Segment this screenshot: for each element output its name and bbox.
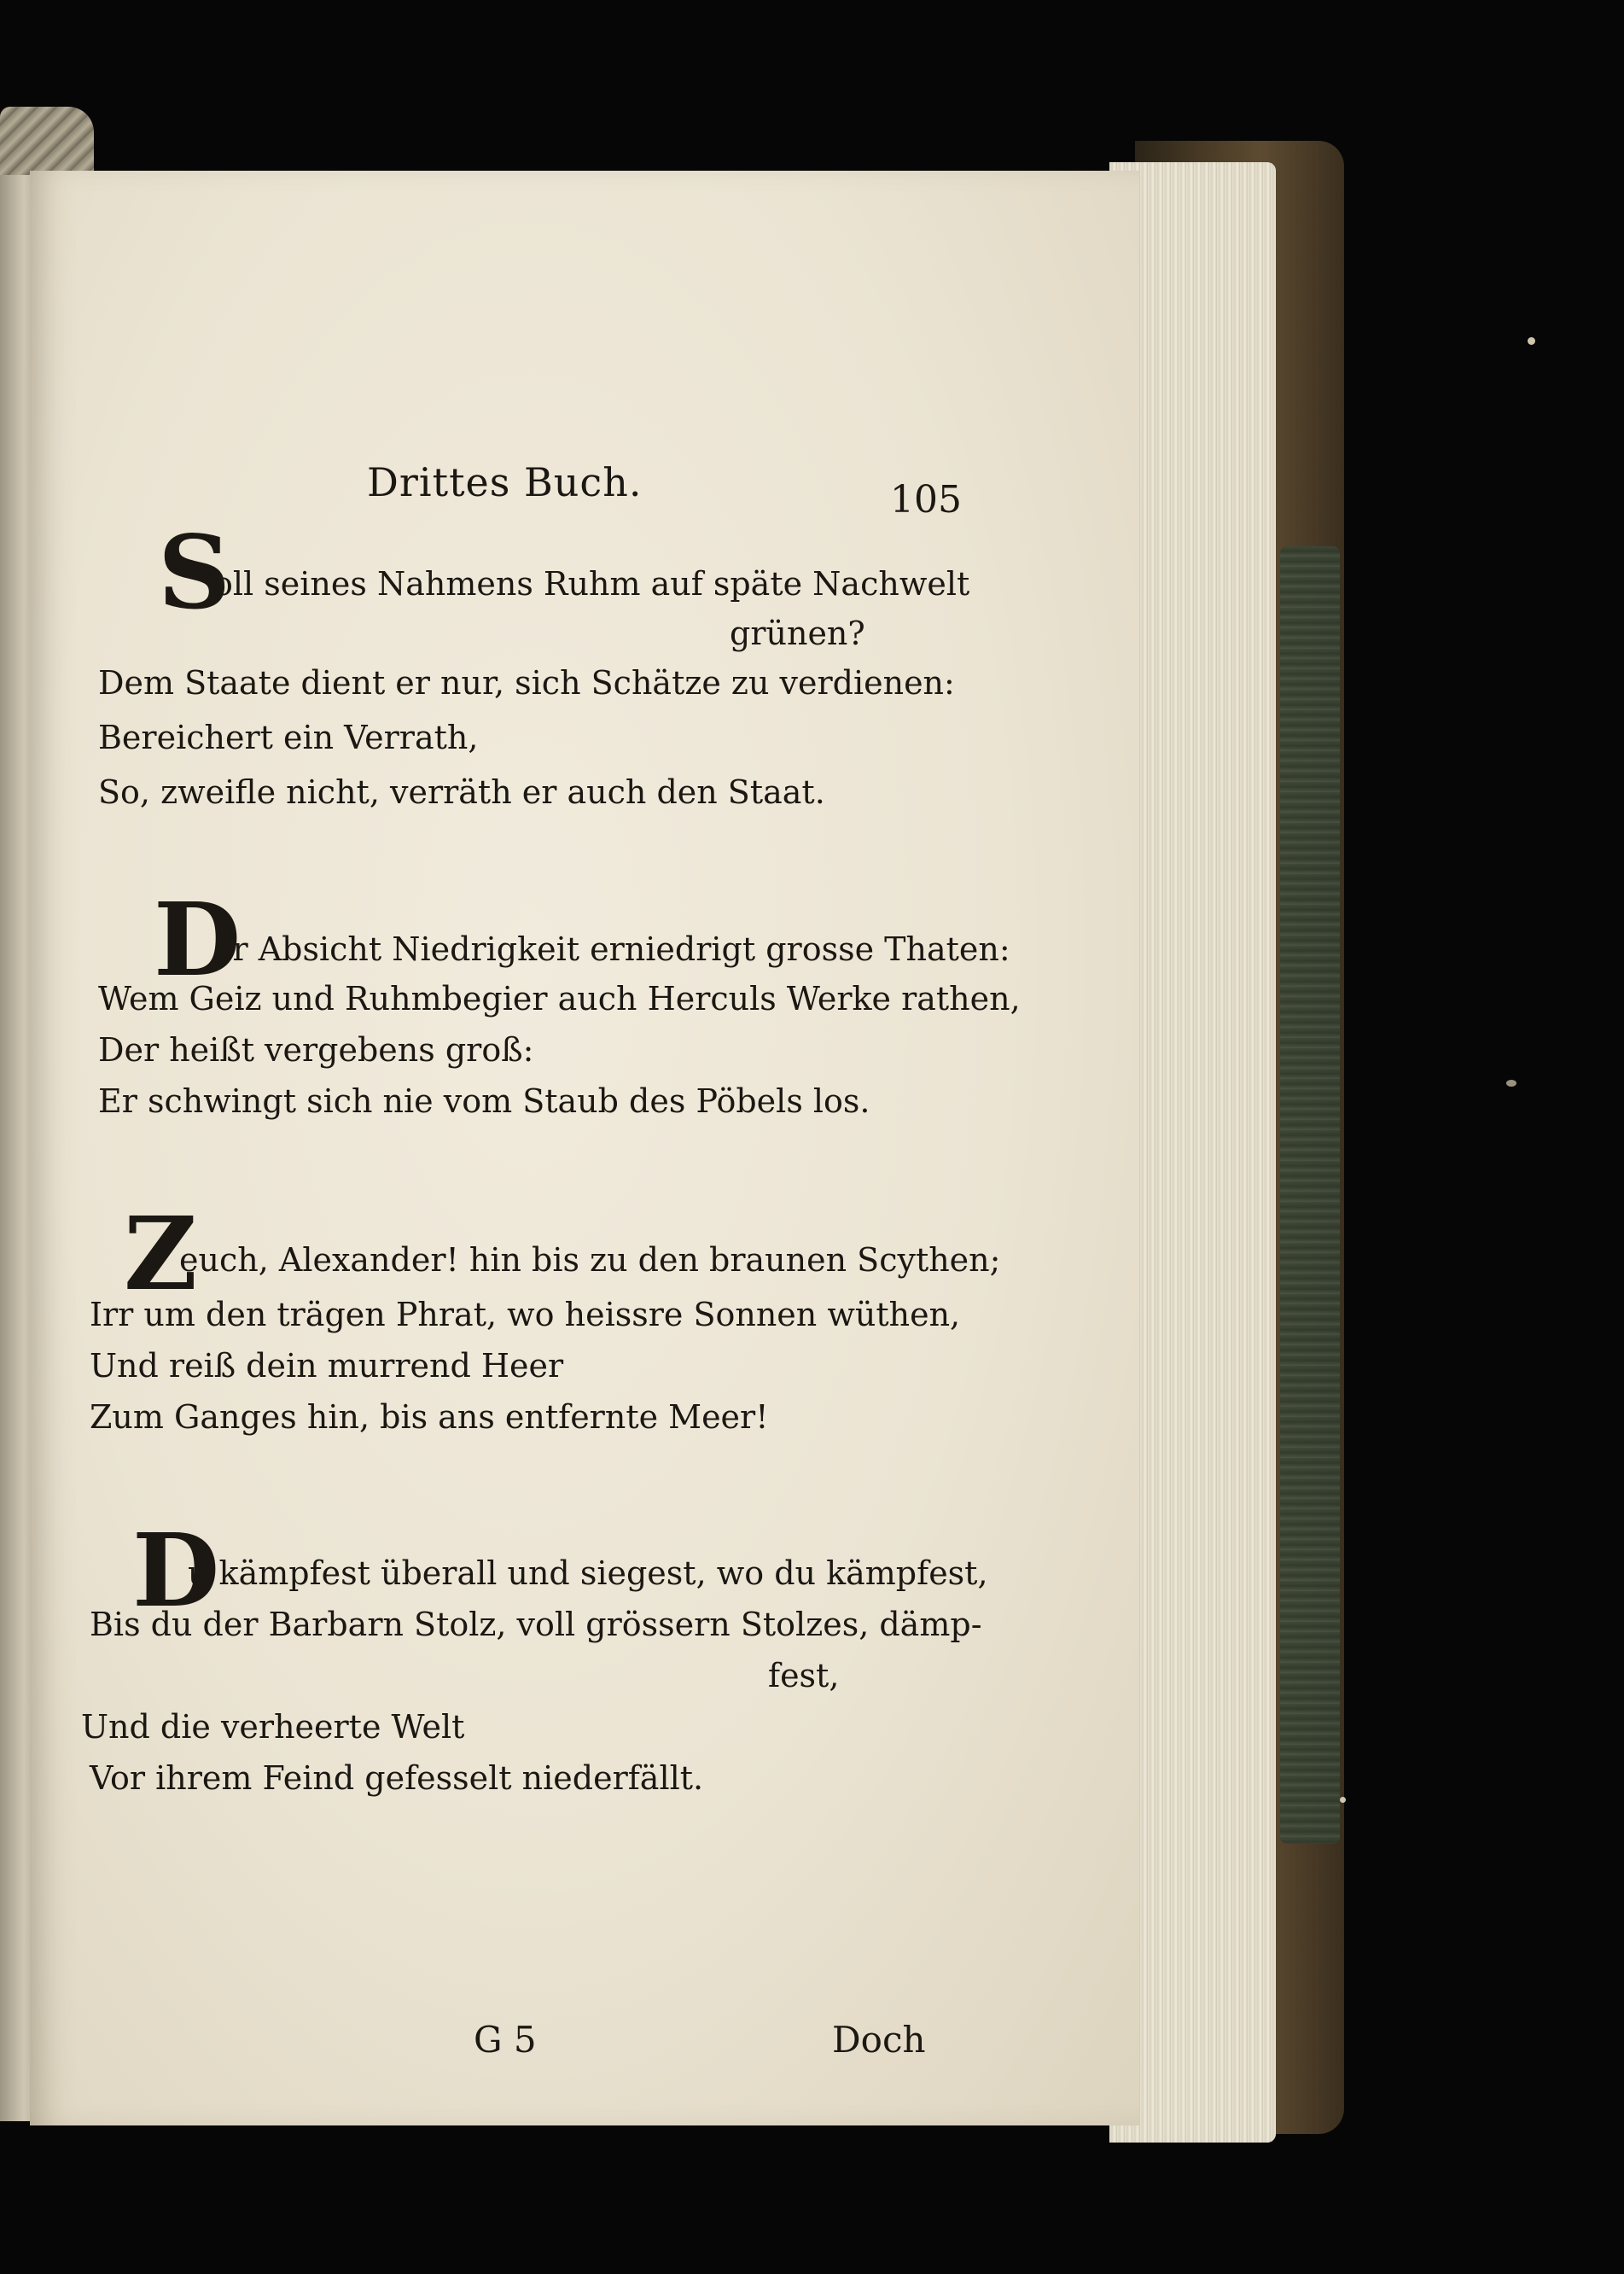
book-page [30,171,1139,2125]
poem-line: Bis du der Barbarn Stolz, voll grössern Stolzes, dämp- [90,1606,982,1643]
poem-line: Zum Ganges hin, bis ans entfernte Meer! [90,1398,769,1436]
facing-page-edge [0,175,34,2121]
stanza-1 [73,513,1062,828]
poem-line: Er schwingt sich nie vom Staub des Pöbels los. [98,1082,870,1120]
poem-line: Bereichert ein Verrath, [98,719,479,756]
poem-line: Und die verheerte Welt [81,1708,465,1746]
dropcap: D [132,1511,220,1630]
poem-line: Vor ihrem Feind gefesselt niederfällt. [90,1759,704,1797]
running-head: Drittes Buch. [367,459,643,505]
poem-line: er Absicht Niedrigkeit erniedrigt grosse Thaten: [213,930,1010,968]
page-number: 105 [890,478,962,522]
stanza-2 [73,880,1062,1132]
poem-line: Wem Geiz und Ruhmbegier auch Herculs Werke rathen, [98,980,1021,1017]
poem-line: Und reiß dein murrend Heer [90,1347,564,1385]
poem-line: euch, Alexander! hin bis zu den braunen Scythen; [179,1241,1001,1279]
stanza-4 [73,1511,1062,1805]
poem-line: grünen? [730,615,865,652]
poem-line: oll seines Nahmens Ruhm auf späte Nachwelt [213,565,970,603]
poem-line: Irr um den trägen Phrat, wo heissre Sonnen wüthen, [90,1296,961,1333]
signature-mark: G 5 [474,2019,537,2061]
dust-speck [1506,1080,1516,1087]
catchword: Doch [832,2019,926,2061]
cover-wear-patch [1280,546,1340,1844]
stanza-3 [73,1194,1062,1439]
poem-line: Dem Staate dient er nur, sich Schätze zu verdienen: [98,664,955,702]
dropcap: D [154,880,242,999]
dropcap: Z [124,1194,198,1313]
dust-speck [1340,1797,1346,1803]
poem-line: fest, [768,1657,840,1694]
dropcap: S [158,513,231,632]
poem-line: u kämpfest überall und siegest, wo du kämpfest, [188,1554,988,1592]
dust-speck [1528,337,1535,345]
poem-line: Der heißt vergebens groß: [98,1031,534,1069]
poem-line: So, zweifle nicht, verräth er auch den Staat. [98,773,825,811]
